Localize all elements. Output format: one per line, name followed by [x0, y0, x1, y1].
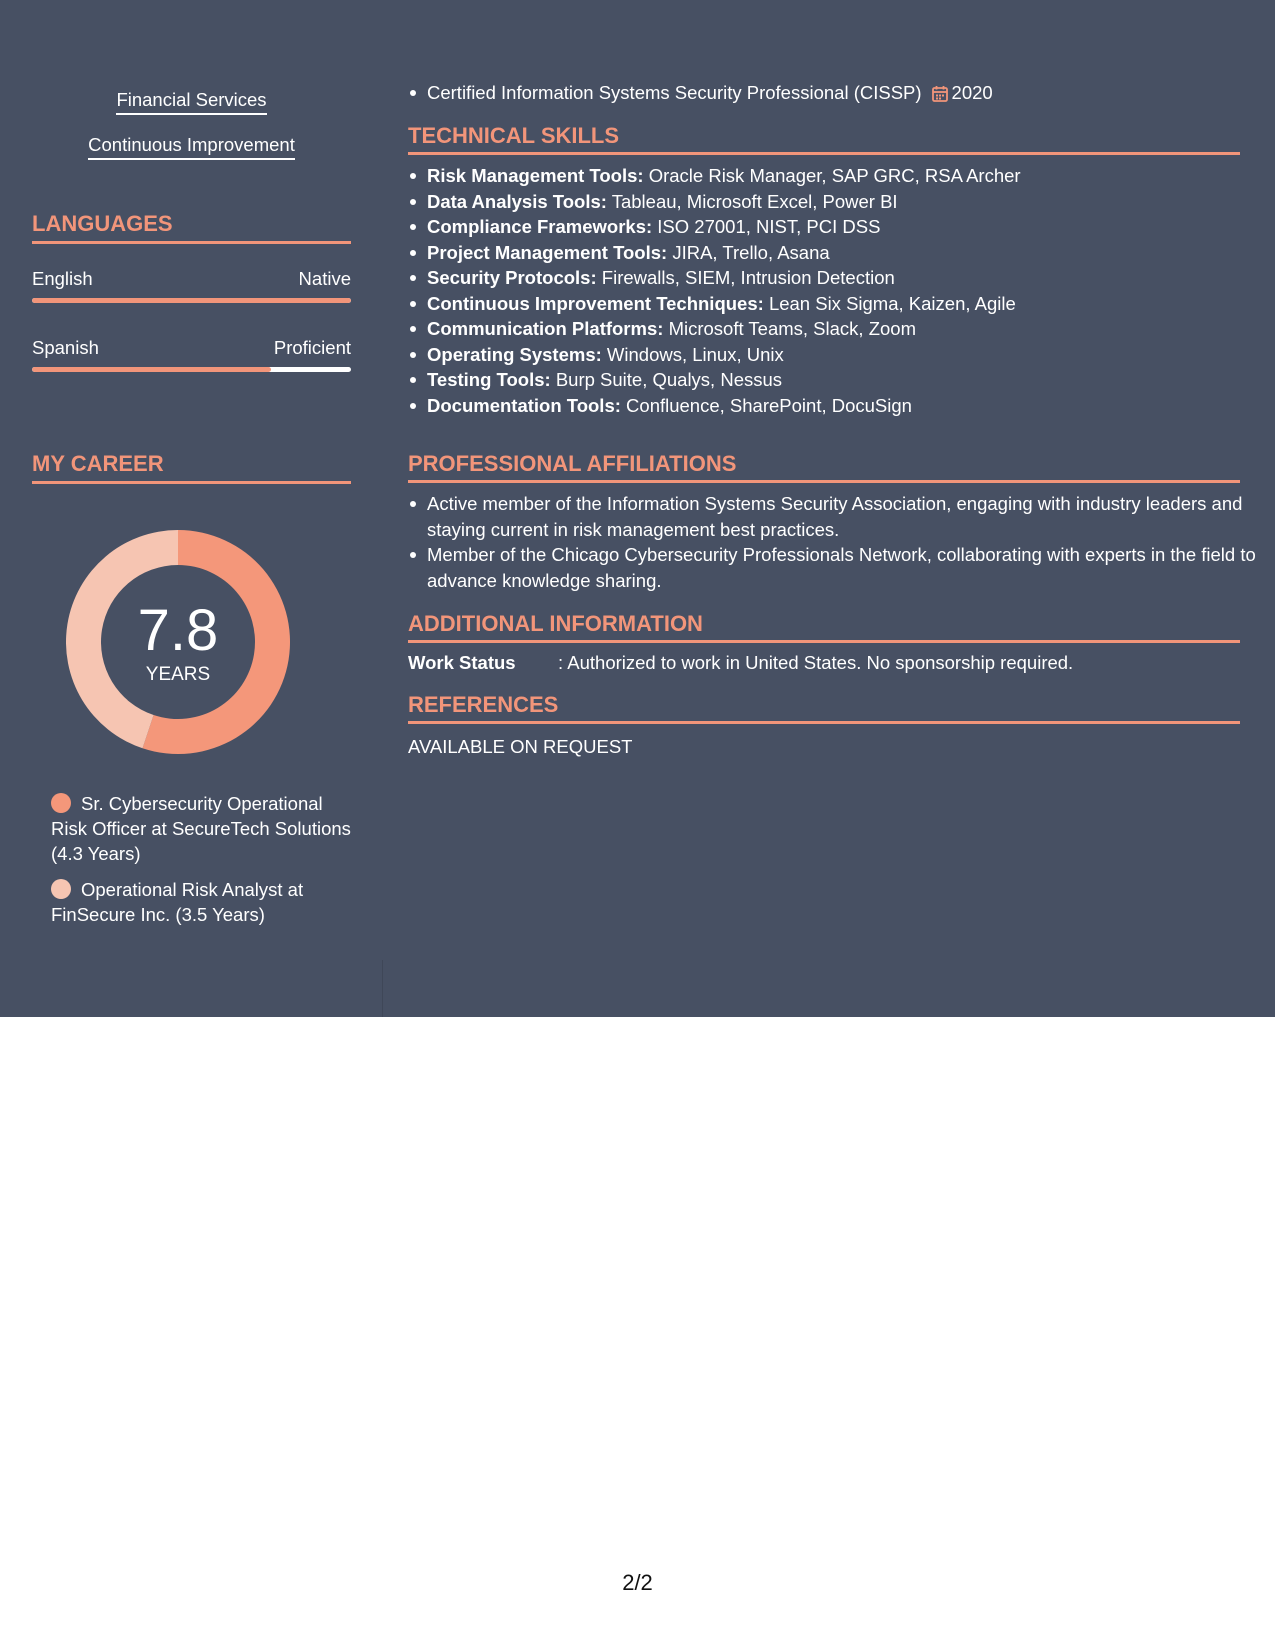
skill-value: ISO 27001, NIST, PCI DSS: [657, 216, 881, 237]
professional-affiliations-heading: PROFESSIONAL AFFILIATIONS: [408, 451, 1240, 483]
affiliation-item: Active member of the Information Systems Security Association, engaging with industry leaders and staying current in risk management best practices.: [427, 491, 1259, 542]
certification-item: [427, 80, 1259, 109]
skill-value: Microsoft Teams, Slack, Zoom: [668, 318, 916, 339]
language-row-english: [32, 268, 351, 302]
calendar-icon: [932, 83, 948, 109]
references-value: AVAILABLE ON REQUEST: [408, 736, 633, 757]
certification-name: Certified Information Systems Security Professional (CISSP): [427, 82, 922, 103]
certification-year: 2020: [951, 82, 993, 103]
career-legend-item-2: [51, 877, 351, 927]
career-legend-label: Sr. Cybersecurity Operational Risk Officer at SecureTech Solutions (4.3 Years): [51, 793, 351, 864]
skill-item: [427, 214, 1259, 240]
skill-value: Burp Suite, Qualys, Nessus: [555, 369, 783, 390]
tag-row-2: [32, 134, 351, 160]
legend-dot: [51, 793, 71, 813]
career-donut-chart: [66, 530, 290, 754]
tag-continuous-improvement: Continuous Improvement: [88, 134, 295, 160]
career-years-unit: YEARS: [145, 664, 211, 685]
column-divider: [382, 960, 383, 1017]
skill-item: [427, 291, 1259, 317]
tag-row-1: [32, 89, 351, 115]
skill-item: [427, 367, 1259, 393]
skill-item: [427, 342, 1259, 368]
skill-item: [427, 316, 1259, 342]
skill-label: Operating Systems:: [427, 343, 602, 365]
skill-value: Oracle Risk Manager, SAP GRC, RSA Archer: [648, 165, 1021, 186]
skill-value: Confluence, SharePoint, DocuSign: [626, 394, 912, 416]
career-heading: MY CAREER: [32, 451, 351, 484]
skill-item: [427, 189, 1259, 215]
skill-value: Windows, Linux, Unix: [606, 343, 784, 365]
additional-information-heading: ADDITIONAL INFORMATION: [408, 611, 1240, 643]
skill-label: Documentation Tools:: [427, 394, 621, 416]
skill-label: Security Protocols:: [427, 267, 597, 288]
work-status-value: : Authorized to work in United States. No sponsorship required.: [558, 652, 1074, 673]
language-level: Proficient: [273, 337, 351, 358]
language-proficiency-fill: [32, 298, 351, 303]
references-heading: REFERENCES: [408, 692, 1240, 724]
career-legend-item-1: [51, 791, 351, 866]
skill-label: Continuous Improvement Techniques:: [427, 292, 764, 314]
skill-label: Compliance Frameworks:: [427, 216, 653, 237]
language-proficiency-bar: [32, 367, 351, 372]
page-number: 2/2: [622, 1570, 653, 1595]
skill-label: Testing Tools:: [427, 369, 551, 390]
language-proficiency-bar: [32, 298, 351, 303]
affiliation-item: Member of the Chicago Cybersecurity Professionals Network, collaborating with experts in the field to advance knowledge sharing.: [427, 542, 1259, 593]
skill-value: Firewalls, SIEM, Intrusion Detection: [601, 267, 895, 288]
language-level: Native: [298, 268, 351, 289]
career-legend-label: Operational Risk Analyst at FinSecure Inc. (3.5 Years): [51, 879, 304, 925]
technical-skills-heading: TECHNICAL SKILLS: [408, 123, 1240, 155]
career-total-years: 7.8: [137, 598, 219, 663]
technical-skills-list: [408, 163, 1259, 418]
skill-item: [427, 163, 1259, 189]
skill-value: Tableau, Microsoft Excel, Power BI: [611, 190, 898, 212]
language-name: English: [32, 268, 93, 289]
skill-item: [427, 240, 1259, 266]
skill-label: Data Analysis Tools:: [427, 190, 607, 212]
skill-label: Project Management Tools:: [427, 241, 668, 263]
legend-dot: [51, 879, 71, 899]
languages-heading: LANGUAGES: [32, 211, 351, 244]
certifications-list: [408, 80, 1259, 109]
skill-item: [427, 393, 1259, 419]
skill-value: Lean Six Sigma, Kaizen, Agile: [768, 292, 1016, 314]
language-row-spanish: [32, 337, 351, 371]
skill-item: [427, 265, 1259, 291]
language-name: Spanish: [32, 337, 99, 358]
language-proficiency-fill: [32, 367, 271, 372]
skill-label: Risk Management Tools:: [427, 165, 644, 186]
skill-label: Communication Platforms:: [427, 318, 664, 339]
work-status-label: Work Status: [408, 652, 516, 673]
tag-financial-services: Financial Services: [116, 89, 266, 115]
skill-value: JIRA, Trello, Asana: [672, 241, 830, 263]
affiliations-list: [408, 491, 1259, 593]
